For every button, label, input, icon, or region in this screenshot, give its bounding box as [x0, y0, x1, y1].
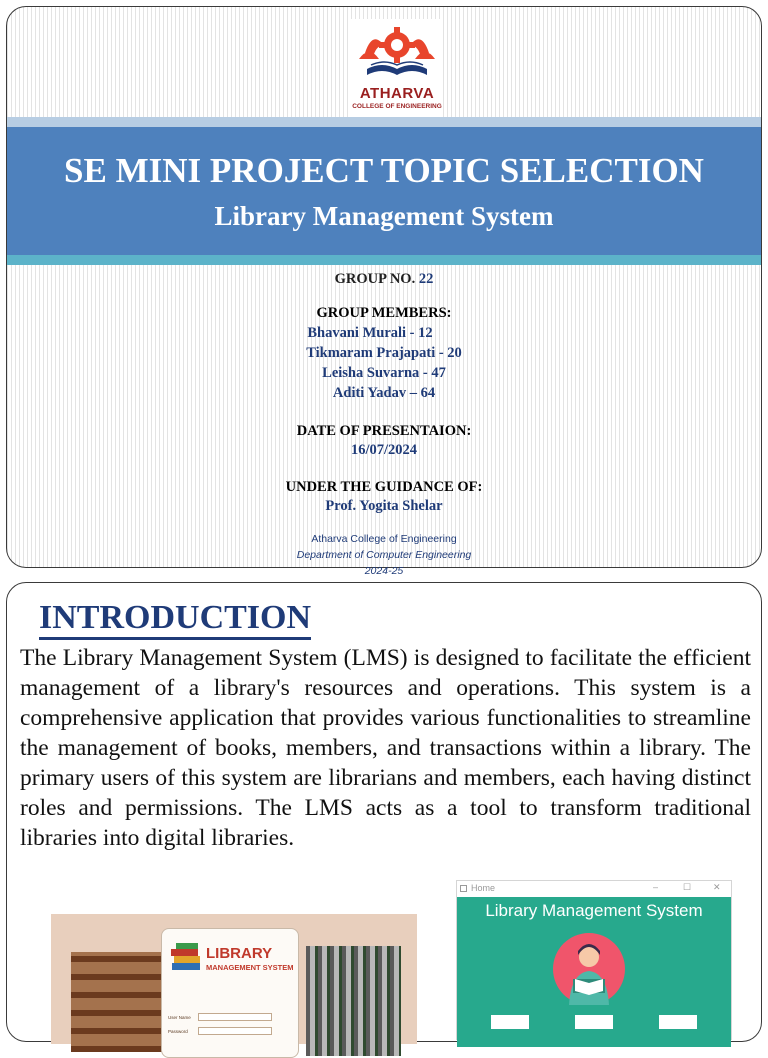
password-field: [198, 1027, 272, 1035]
home-screenshot: [456, 880, 732, 1040]
password-label: Password: [168, 1029, 188, 1034]
close-icon: ✕: [713, 882, 721, 892]
slide-subtitle: Library Management System: [214, 201, 554, 231]
title-slide: [6, 6, 762, 577]
group-number-value: 22: [418, 271, 434, 287]
logo-name: ATHARVA: [359, 85, 435, 102]
introduction-slide: [6, 582, 762, 1042]
app-logo-subtext: MANAGEMENT SYSTEM: [206, 963, 294, 972]
home-app-body: [457, 897, 731, 1047]
app-logo-text: LIBRARY: [206, 945, 273, 962]
member-item: Leisha Suvarna - 47: [322, 365, 446, 381]
lotus-book-icon: [355, 23, 439, 85]
home-app-title: Library Management System: [485, 901, 703, 920]
members-label: GROUP MEMBERS:: [316, 305, 452, 321]
footer-department: Department of Computer Engineering: [296, 549, 472, 561]
member-item: Aditi Yadav – 64: [332, 385, 436, 401]
username-label: User Name: [168, 1015, 191, 1020]
date-value: 16/07/2024: [350, 442, 418, 458]
intro-heading: INTRODUCTION: [39, 599, 311, 640]
menu-tile: [659, 1015, 697, 1029]
title-band: [7, 127, 761, 255]
menu-tile: [575, 1015, 613, 1029]
window-titlebar: [457, 881, 731, 897]
band-bottom-stripe: [7, 255, 761, 265]
minimize-icon: –: [653, 882, 659, 892]
menu-tile: [491, 1015, 529, 1029]
logo-subtext: COLLEGE OF ENGINEERING: [352, 103, 442, 110]
window-title: Home: [471, 883, 496, 893]
slide-title: SE MINI PROJECT TOPIC SELECTION: [64, 151, 704, 190]
band-top-stripe: [7, 117, 761, 127]
maximize-icon: ☐: [683, 882, 692, 892]
username-field: [198, 1013, 272, 1021]
bookshelf-image: [306, 946, 401, 1056]
login-screenshot: [51, 914, 417, 1044]
reader-avatar-icon: [553, 933, 625, 1005]
intro-paragraph: The Library Management System (LMS) is designed to facilitate the efficient management of a library's resources and operations. This system is a comprehensive application that provides various functionalities to streamline the management of books, members, and transactions within a library. The primary users of this system are librarians and members, each having distinct roles and permissions. The LMS acts as a tool to transform traditional libraries into digital libraries.: [20, 645, 751, 851]
bookshelf-image: [71, 952, 171, 1052]
group-number-label: GROUP NO.: [334, 271, 416, 287]
login-card: [161, 928, 299, 1058]
member-item: Bhavani Murali - 12: [307, 325, 433, 341]
footer-college: Atharva College of Engineering: [311, 533, 457, 545]
guidance-label: UNDER THE GUIDANCE OF:: [285, 479, 483, 495]
college-logo: [351, 19, 443, 119]
guidance-value: Prof. Yogita Shelar: [325, 498, 443, 514]
group-number: [7, 271, 761, 288]
date-label: DATE OF PRESENTAION:: [296, 423, 472, 439]
books-icon: [170, 943, 204, 975]
footer-year: 2024-25: [364, 565, 404, 577]
window-app-icon: [460, 885, 467, 892]
member-item: Tikmaram Prajapati - 20: [306, 345, 462, 361]
